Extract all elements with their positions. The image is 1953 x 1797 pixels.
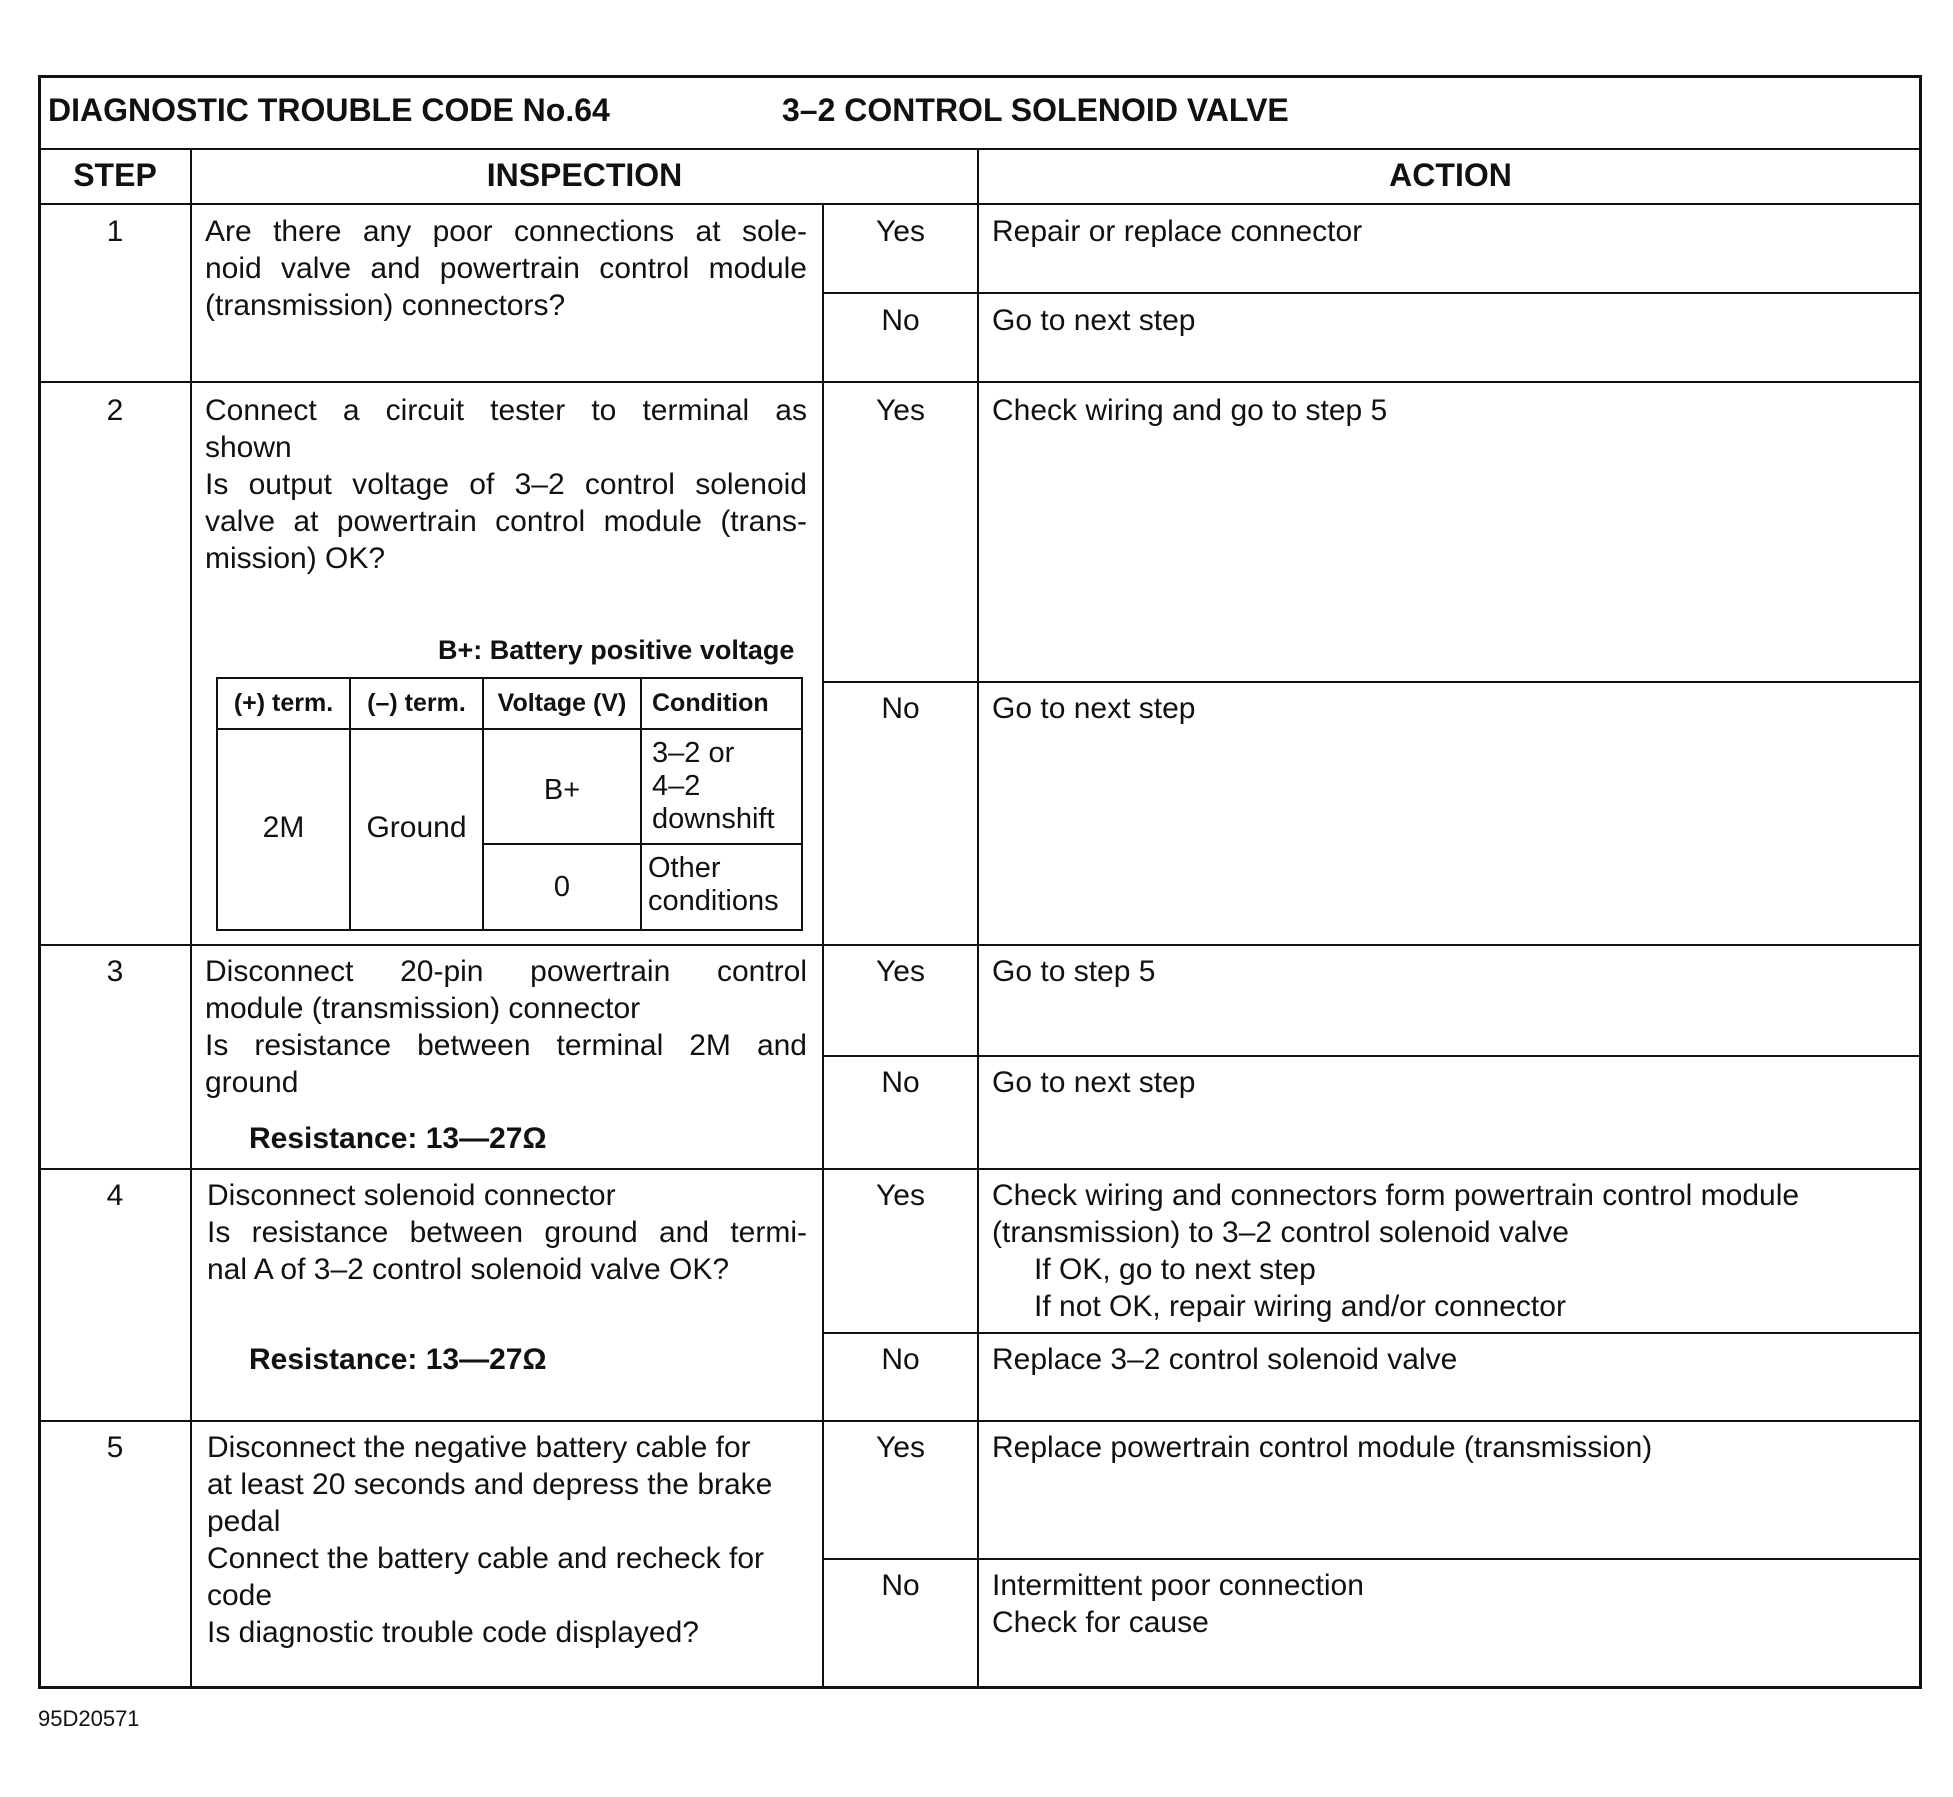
rule-step3-split [823, 1055, 1922, 1057]
col-header-action: ACTION [1389, 157, 1512, 193]
no-action: Check for cause [992, 1606, 1209, 1639]
yes-label: Yes [876, 215, 925, 248]
vt-header-minus-term: (–) term. [367, 689, 466, 717]
inspection-line: at least 20 seconds and depress the brake [207, 1468, 773, 1501]
yes-action: Repair or replace connector [992, 215, 1363, 248]
yes-action: Replace powertrain control module (transmission) [992, 1431, 1653, 1464]
figure-reference: 95D20571 [38, 1706, 140, 1731]
rule-action-col [977, 148, 979, 1689]
no-action: Go to next step [992, 304, 1196, 337]
vt-condition: Other [648, 852, 721, 884]
col-header-step: STEP [73, 157, 157, 193]
inspection-line: (transmission) connectors? [205, 289, 566, 322]
rule-step2-split [823, 681, 1922, 683]
sub-rule-header [218, 728, 801, 730]
battery-note: B+: Battery positive voltage [438, 635, 795, 665]
resistance-spec: Resistance: 13—27Ω [249, 1343, 547, 1376]
inspection-line: nal A of 3–2 control solenoid valve OK? [207, 1253, 730, 1286]
vt-condition: 4–2 [652, 770, 701, 802]
rule-step2-end [38, 944, 1922, 946]
yes-label: Yes [876, 1431, 925, 1464]
inspection-line: pedal [207, 1505, 281, 1538]
no-label: No [881, 304, 920, 337]
yes-label: Yes [876, 955, 925, 988]
vt-header-plus-term: (+) term. [233, 689, 334, 717]
inspection-line: mission) OK? [205, 542, 386, 575]
inspection-line: code [207, 1579, 273, 1612]
yes-label: Yes [876, 1179, 925, 1212]
vt-voltage: 0 [553, 871, 571, 903]
rule-step5-split [823, 1558, 1922, 1560]
step-number: 3 [106, 955, 124, 988]
no-action: Intermittent poor connection [992, 1569, 1364, 1602]
yes-action: (transmission) to 3–2 control solenoid valve [992, 1216, 1569, 1249]
inspection-line: Are there any poor connections at sole- [205, 215, 807, 248]
inspection-line: ground [205, 1066, 299, 1099]
inspection-line: Connect the battery cable and recheck for [207, 1542, 764, 1575]
dtc-code: DIAGNOSTIC TROUBLE CODE No.64 [48, 92, 610, 128]
inspection-line: Disconnect solenoid connector [207, 1179, 616, 1212]
rule-header [38, 203, 1922, 205]
inspection-line: valve at powertrain control module (trans- [205, 505, 807, 538]
no-label: No [881, 1569, 920, 1602]
yes-action: Check wiring and go to step 5 [992, 394, 1388, 427]
no-label: No [881, 1343, 920, 1376]
dtc-title: 3–2 CONTROL SOLENOID VALVE [782, 92, 1289, 128]
step-number: 4 [106, 1179, 124, 1212]
inspection-line: shown [205, 431, 292, 464]
step-number: 5 [106, 1431, 124, 1464]
rule-step1-end [38, 381, 1922, 383]
rule-step3-end [38, 1168, 1922, 1170]
vt-minus-term: Ground [366, 811, 467, 844]
rule-title [38, 148, 1922, 150]
inspection-line: Is diagnostic trouble code displayed? [207, 1616, 699, 1649]
col-header-inspection: INSPECTION [486, 157, 683, 193]
no-action: Go to next step [992, 692, 1196, 725]
no-label: No [881, 1066, 920, 1099]
rule-step4-end [38, 1420, 1922, 1422]
vt-header-voltage: Voltage (V) [497, 689, 627, 717]
vt-plus-term: 2M [262, 811, 305, 844]
yes-label: Yes [876, 394, 925, 427]
vt-header-condition: Condition [652, 689, 769, 717]
yes-action: Go to step 5 [992, 955, 1156, 988]
voltage-table [216, 677, 803, 931]
vt-voltage: B+ [543, 774, 581, 806]
inspection-line: Disconnect the negative battery cable for [207, 1431, 751, 1464]
yes-action: Check wiring and connectors form powertrain control module [992, 1179, 1800, 1212]
no-action: Go to next step [992, 1066, 1196, 1099]
rule-step1-split [823, 292, 1922, 294]
inspection-line: module (transmission) connector [205, 992, 641, 1025]
rule-step4-split [823, 1332, 1922, 1334]
inspection-line: Is resistance between terminal 2M and [205, 1029, 807, 1062]
rule-step-col [190, 148, 192, 1689]
no-label: No [881, 692, 920, 725]
step-number: 2 [106, 394, 124, 427]
yes-action: If OK, go to next step [1034, 1253, 1316, 1286]
yes-action: If not OK, repair wiring and/or connector [1034, 1290, 1566, 1323]
resistance-spec: Resistance: 13—27Ω [249, 1122, 547, 1155]
inspection-line: Is resistance between ground and termi- [207, 1216, 807, 1249]
inspection-line: Connect a circuit tester to terminal as [205, 394, 807, 427]
inspection-line: Is output voltage of 3–2 control solenoid [205, 468, 807, 501]
inspection-line: noid valve and powertrain control module [205, 252, 807, 285]
vt-condition: conditions [648, 885, 779, 917]
step-number: 1 [106, 215, 124, 248]
no-action: Replace 3–2 control solenoid valve [992, 1343, 1458, 1376]
vt-condition: 3–2 or [652, 737, 735, 769]
vt-condition: downshift [652, 803, 775, 835]
sub-rule-col3 [640, 679, 642, 929]
inspection-line: Disconnect 20-pin powertrain control [205, 955, 807, 988]
